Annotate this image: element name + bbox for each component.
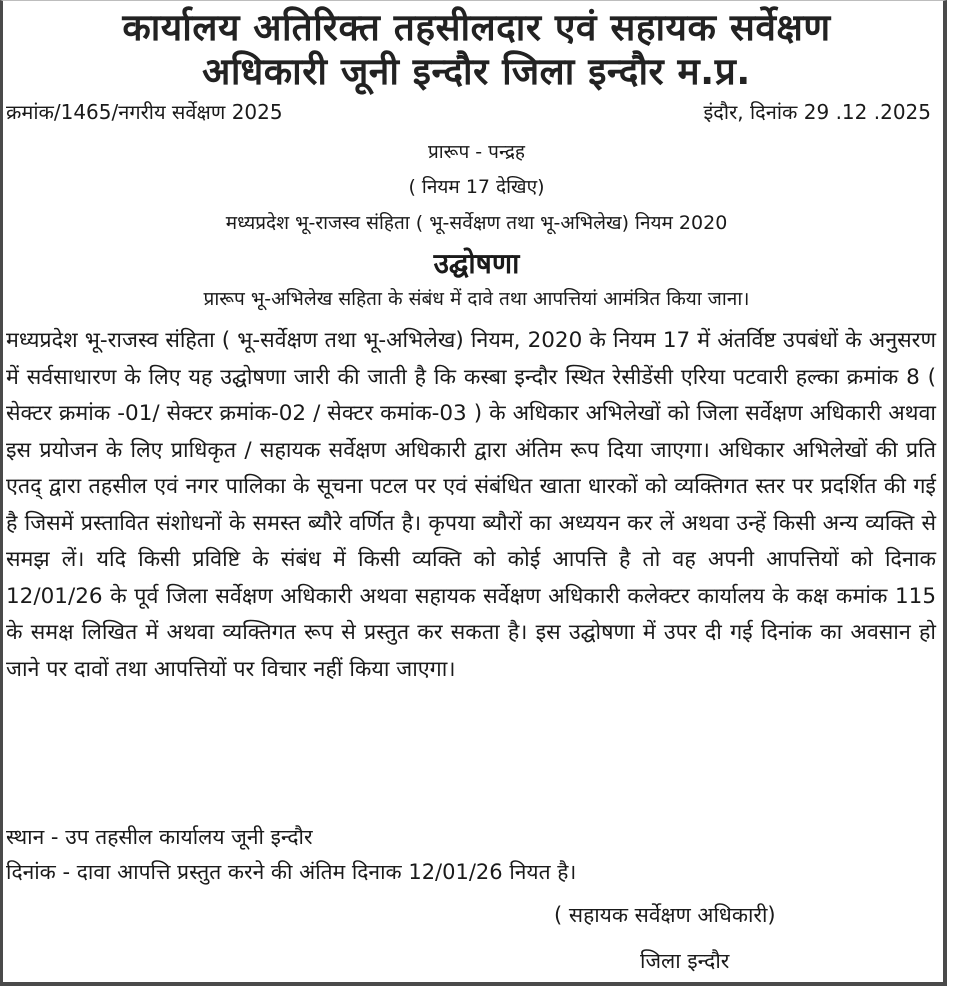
notice-subject: प्रारूप भू-अभिलेख सहिता के संबंध में दावे तथा आपत्तियां आमंत्रित किया जाना। [203,288,750,310]
signatory-title: ( सहायक सर्वेक्षण अधिकारी) [554,903,776,927]
footer-place: स्थान - उप तहसील कार्यालय जूनी इन्दौर [6,825,313,849]
signatory-district: जिला इन्दौर [640,949,730,973]
office-title-line2: अधिकारी जूनी इन्दौर जिला इन्दौर म.प्र. [202,50,751,93]
footer-date: दिनांक - दावा आपत्ति प्रस्तुत करने की अंतिम दिनाक 12/01/26 नियत है। [6,860,577,884]
office-title-line1: कार्यालय अतिरिक्त तहसीलदार एवं सहायक सर्वेक्षण [122,6,831,49]
act-title: मध्यप्रदेश भू-राजस्व संहिता ( भू-सर्वेक्षण तथा भू-अभिलेख) नियम 2020 [225,212,728,234]
notice-body-text: मध्यप्रदेश भू-राजस्व संहिता ( भू-सर्वेक्षण तथा भू-अभिलेख) नियम, 2020 के नियम 17 में अंतर्विष्ट उपबंधों के अनुसरण में सर्वसाधारण के लिए यह उद्घोषणा जारी की जाती है कि कस्बा इन्दौर स्थित रेसीडेंसी एरिया पटवारी हल्का क्रमांक 8 ( सेक्टर क्रमांक -01/ सेक्टर क्रमांक-02 / सेक्टर कमांक-03 ) के अधिकार अभिलेखों को जिला सर्वेक्षण अधिकारी अथवा इस प्रयोजन के लिए प्राधिकृत / सहायक सर्वेक्षण अधिकारी द्वारा अंतिम रूप दिया जाएगा। अधिकार अभिलेखों की प्रति एतद् द्वारा तहसील एवं नगर पालिका के सूचना पटल पर एवं संबंधित खाता धारकों को व्यक्तिगत स्तर पर प्रदर्शित की गई है जिसमें प्रस्तावित संशोधनों के समस्त ब्यौरे वर्णित है। कृपया ब्यौरों का अध्ययन कर लें अथवा उन्हें किसी अन्य व्यक्ति से समझ लें। यदि किसी प्रविष्टि के संबंध में किसी व्यक्ति को कोई आपत्ति है तो वह अपनी आपत्तियों को दिनाक 12/01/26 के पूर्व जिला सर्वेक्षण अधिकारी अथवा सहायक सर्वेक्षण अधिकारी कलेक्टर कार्यालय के कक्ष कमांक 115 के समक्ष लिखित में अथवा व्यक्तिगत रूप से प्रस्तुत कर सकता है। इस उद्घोषणा में उपर दी गई दिनांक का अवसान हो जाने पर दावों तथा आपत्तियों पर विचार नहीं किया जाएगा। [6,328,936,682]
notice-heading: उद्घोषणा [433,247,520,280]
rule-reference: ( नियम 17 देखिए) [408,176,545,198]
place-date: इंदौर, दिनांक 29 .12 .2025 [703,100,931,124]
reference-line [6,97,931,127]
form-number: प्रारूप - पन्द्रह [427,141,526,163]
notice-body [6,323,936,688]
reference-number: क्रमांक/1465/नगरीय सर्वेक्षण 2025 [6,100,283,124]
